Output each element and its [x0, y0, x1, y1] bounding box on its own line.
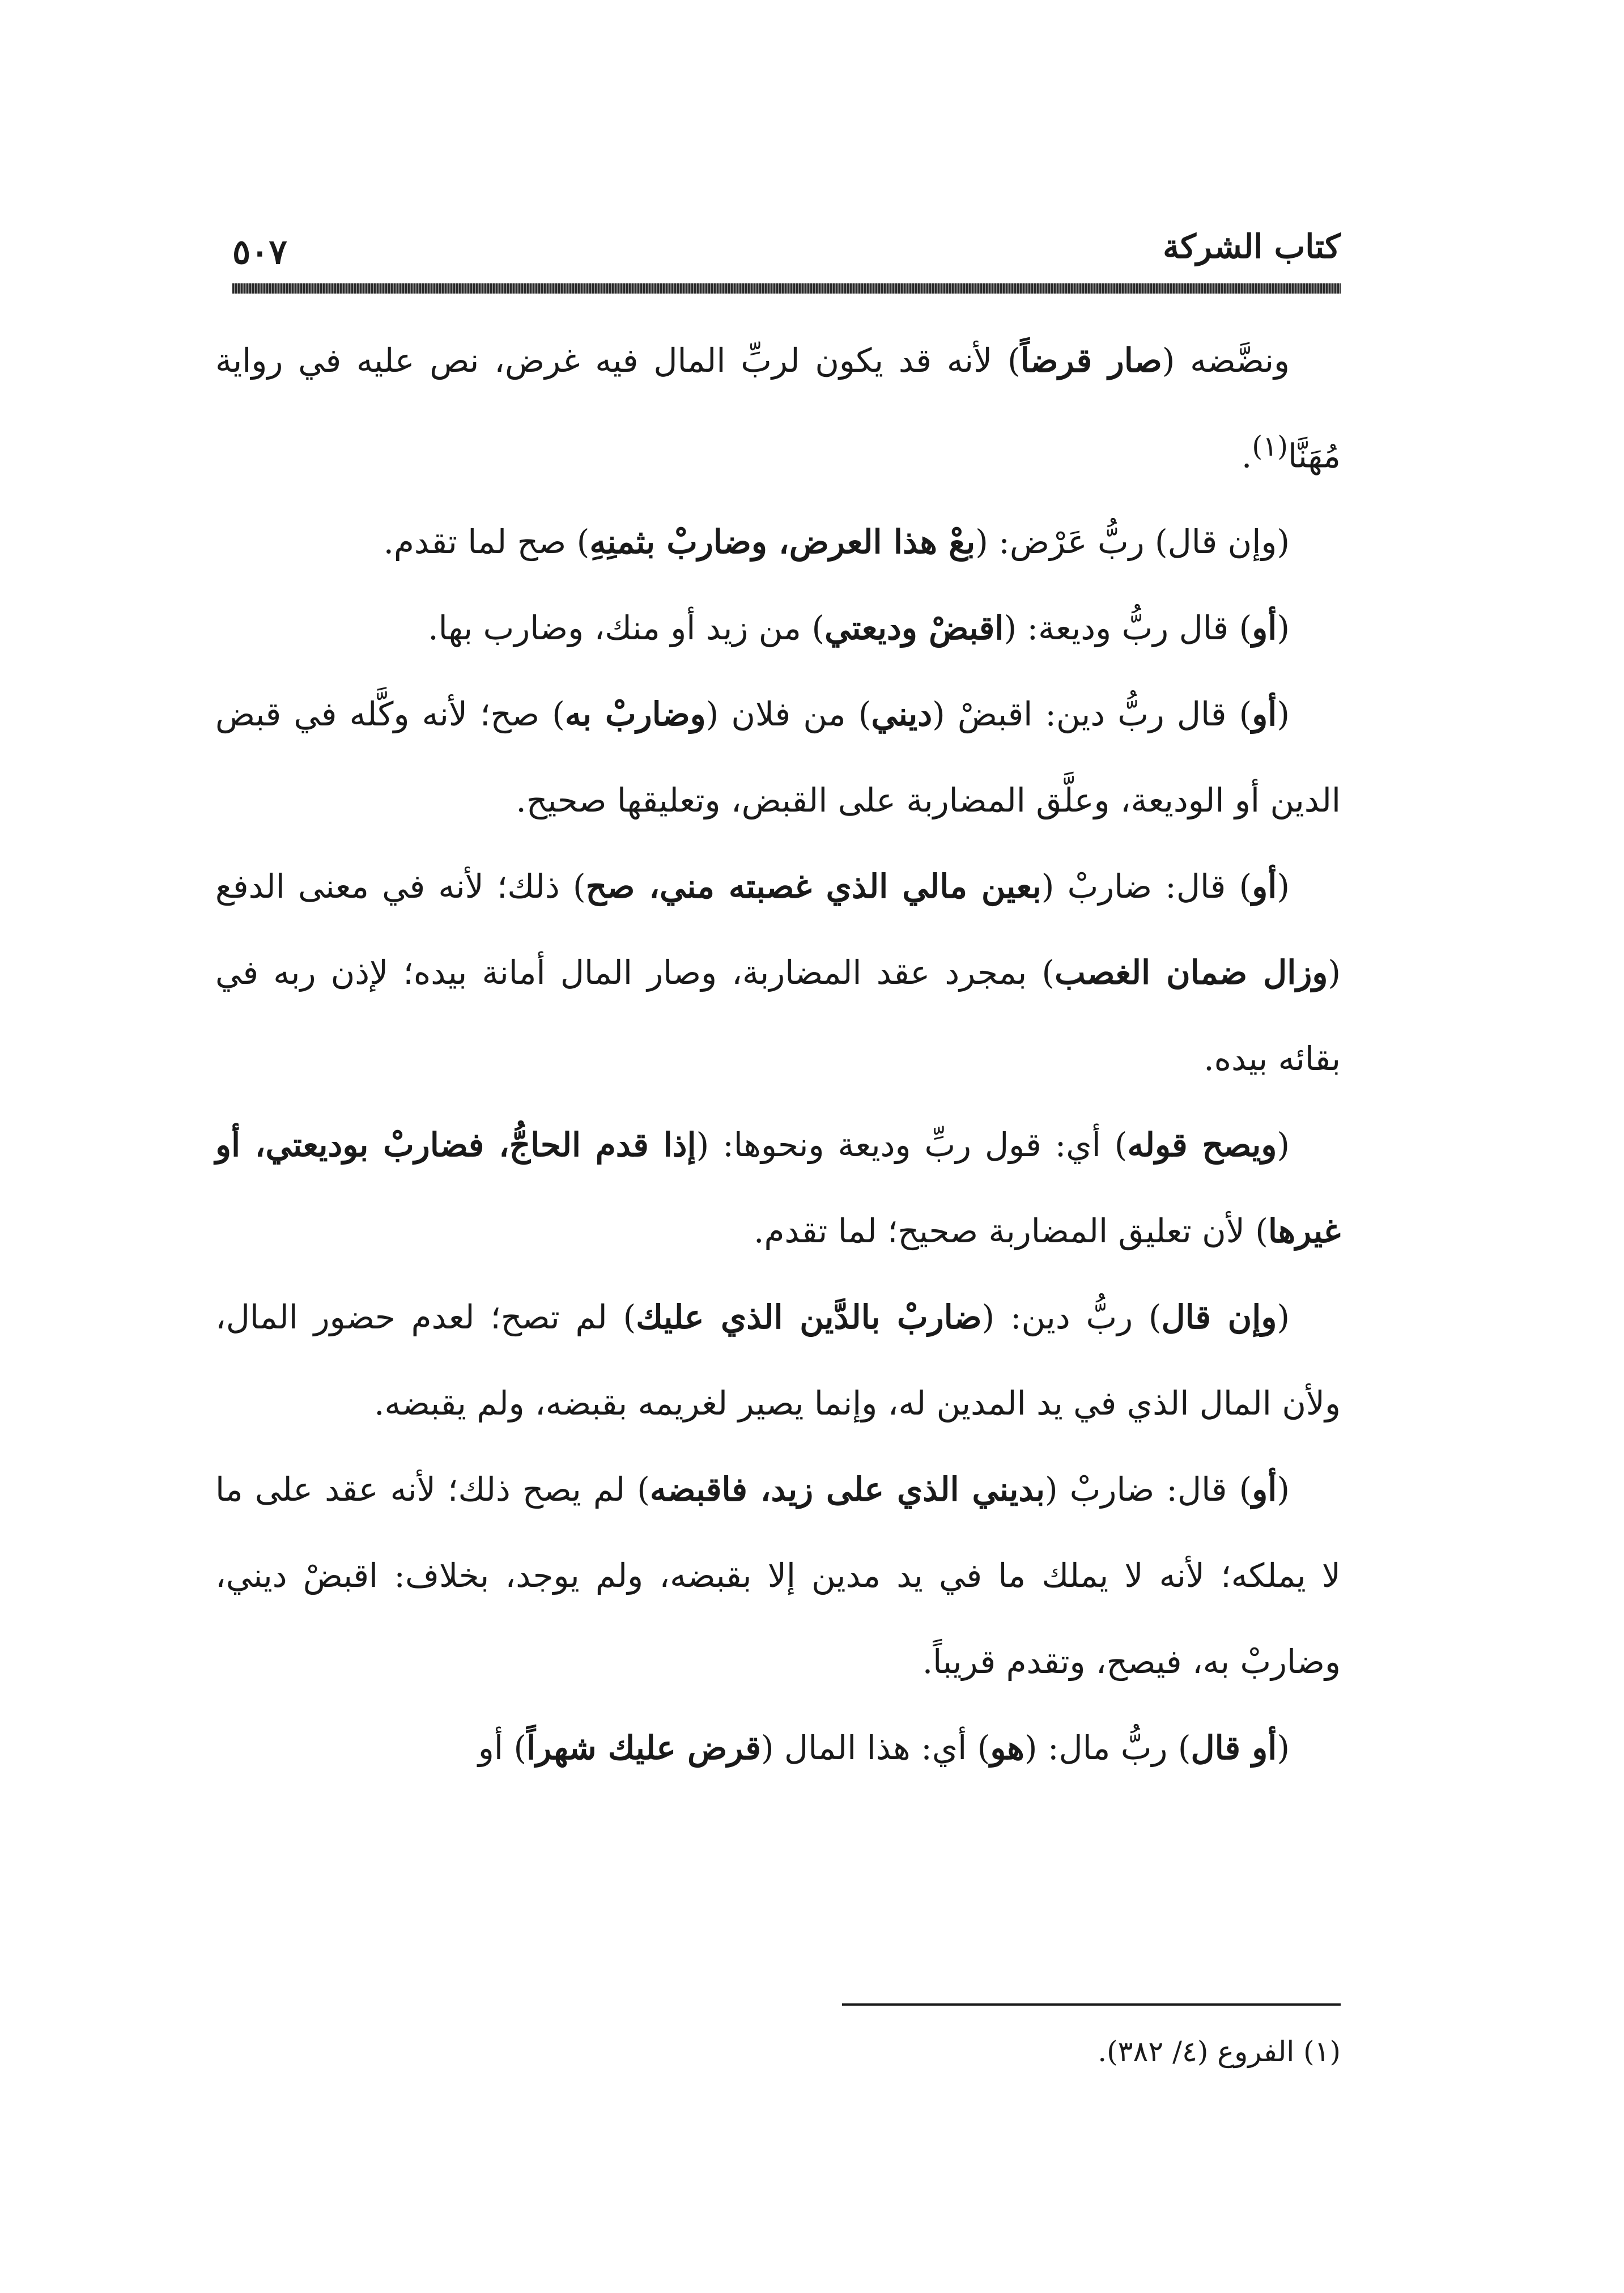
bold-matn-text: وضاربْ به: [564, 695, 706, 734]
paragraph: [215, 1705, 1341, 1791]
bold-matn-text: ديني: [871, 695, 933, 734]
bold-matn-text: أو: [1252, 867, 1277, 906]
sharh-text: ) صح لما تقدم.: [383, 523, 590, 562]
footnote: (١) الفروع (٤/ ٣٨٢).: [1098, 2035, 1341, 2068]
sharh-text: ) قال ربُّ دين: اقبضْ (: [932, 695, 1252, 734]
bold-matn-text: وزال ضمان الغصب: [1055, 953, 1328, 992]
bold-matn-text: بديني الذي على زيد، فاقبضه: [649, 1470, 1045, 1509]
body-text: [215, 317, 1341, 1791]
paragraph: [215, 317, 1341, 499]
sharh-text: ) قال: ضاربْ (: [1041, 867, 1252, 906]
bold-matn-text: هو: [990, 1729, 1024, 1768]
footnote-ref: (١): [1252, 431, 1289, 462]
bold-matn-text: إذا قدم الحاجُّ، فضاربْ بوديعتي، أو غيرها: [215, 1126, 1341, 1251]
bold-matn-text: أو: [1252, 695, 1277, 734]
bold-matn-text: قرض عليك شهراً: [526, 1729, 761, 1768]
bold-matn-text: أو: [1252, 609, 1277, 648]
bold-matn-text: أو: [1252, 1470, 1277, 1509]
sharh-text: ) لأن تعليق المضاربة صحيح؛ لما تقدم.: [754, 1212, 1268, 1251]
sharh-text: ) قال: ضاربْ (: [1045, 1470, 1252, 1509]
footnote-rule: [842, 2003, 1341, 2006]
sharh-text: ) أي: هذا المال (: [760, 1729, 990, 1768]
sharh-text: ونضَّضه (: [1162, 341, 1290, 380]
sharh-text: ) قال ربُّ وديعة: (: [1004, 609, 1252, 648]
page-number: ٥٠٧: [232, 232, 287, 272]
bold-matn-text: اقبضْ وديعتي: [824, 609, 1004, 648]
sharh-text: ) من فلان (: [705, 695, 871, 734]
paragraph: [215, 1274, 1341, 1446]
sharh-text: (: [1277, 609, 1290, 648]
sharh-text: (: [1277, 1298, 1290, 1337]
bold-matn-text: صار قرضاً: [1020, 341, 1162, 380]
sharh-text: (: [1277, 695, 1290, 734]
sharh-text: (: [1277, 867, 1290, 906]
sharh-text: ) ذلك؛ لأنه في معنى الدفع (: [215, 867, 1341, 992]
bold-matn-text: ويصح قوله: [1127, 1126, 1277, 1165]
sharh-text: ) لم يصح ذلك؛ لأنه عقد على ما لا يملكه؛ لأنه لا يملك ما في يد مدين إلا بقبضه، ولم يوجد، بخلاف: اقبضْ ديني، وضاربْ به، فيصح، وتقدم قريباً.: [215, 1470, 1341, 1681]
sharh-text: ) لم تصح؛ لعدم حضور المال، ولأن المال الذي في يد المدين له، وإنما يصير لغريمه بقبضه، ولم يقبضه.: [215, 1298, 1341, 1423]
sharh-text: ) ربُّ دين: (: [981, 1298, 1162, 1337]
sharh-text: ) أو: [478, 1729, 527, 1768]
sharh-text: ) أي: قول ربِّ وديعة ونحوها: (: [696, 1126, 1128, 1165]
sharh-text: (: [1277, 1126, 1290, 1165]
sharh-text: (: [1277, 1729, 1290, 1768]
bold-matn-text: ضاربْ بالدَّين الذي عليك: [636, 1298, 982, 1337]
sharh-text: ) من زيد أو منك، وضارب بها.: [428, 609, 825, 648]
running-title: كتاب الشركة: [1163, 227, 1341, 266]
page-header: [232, 215, 1341, 278]
paragraph: [215, 843, 1341, 1102]
bold-matn-text: أو قال: [1191, 1729, 1277, 1768]
bold-matn-text: وإن قال: [1161, 1298, 1277, 1337]
paragraph: [215, 671, 1341, 843]
paragraph: [215, 585, 1341, 671]
sharh-text: ) لأنه قد يكون لربِّ المال فيه غرض، نص عليه في رواية مُهَنَّا: [215, 341, 1341, 475]
paragraph: [215, 499, 1341, 585]
sharh-text: .: [1241, 436, 1252, 475]
header-rule: [232, 283, 1341, 294]
bold-matn-text: بعْ هذا العرض، وضاربْ بثمنِهِ: [589, 523, 976, 562]
bold-matn-text: بعين مالي الذي غصبته مني، صح: [585, 867, 1041, 906]
sharh-text: (وإن قال) ربُّ عَرْض: (: [975, 523, 1290, 562]
sharh-text: ) ربُّ مال: (: [1024, 1729, 1191, 1768]
sharh-text: (: [1277, 1470, 1290, 1509]
sharh-text: ) صح؛ لأنه وكَّله في قبض الدين أو الوديعة، وعلَّق المضاربة على القبض، وتعليقها صحيح.: [215, 695, 1341, 820]
sharh-text: ) بمجرد عقد المضاربة، وصار المال أمانة بيده؛ لإذن ربه في بقائه بيده.: [215, 953, 1341, 1078]
paragraph: [215, 1102, 1341, 1274]
paragraph: [215, 1446, 1341, 1705]
